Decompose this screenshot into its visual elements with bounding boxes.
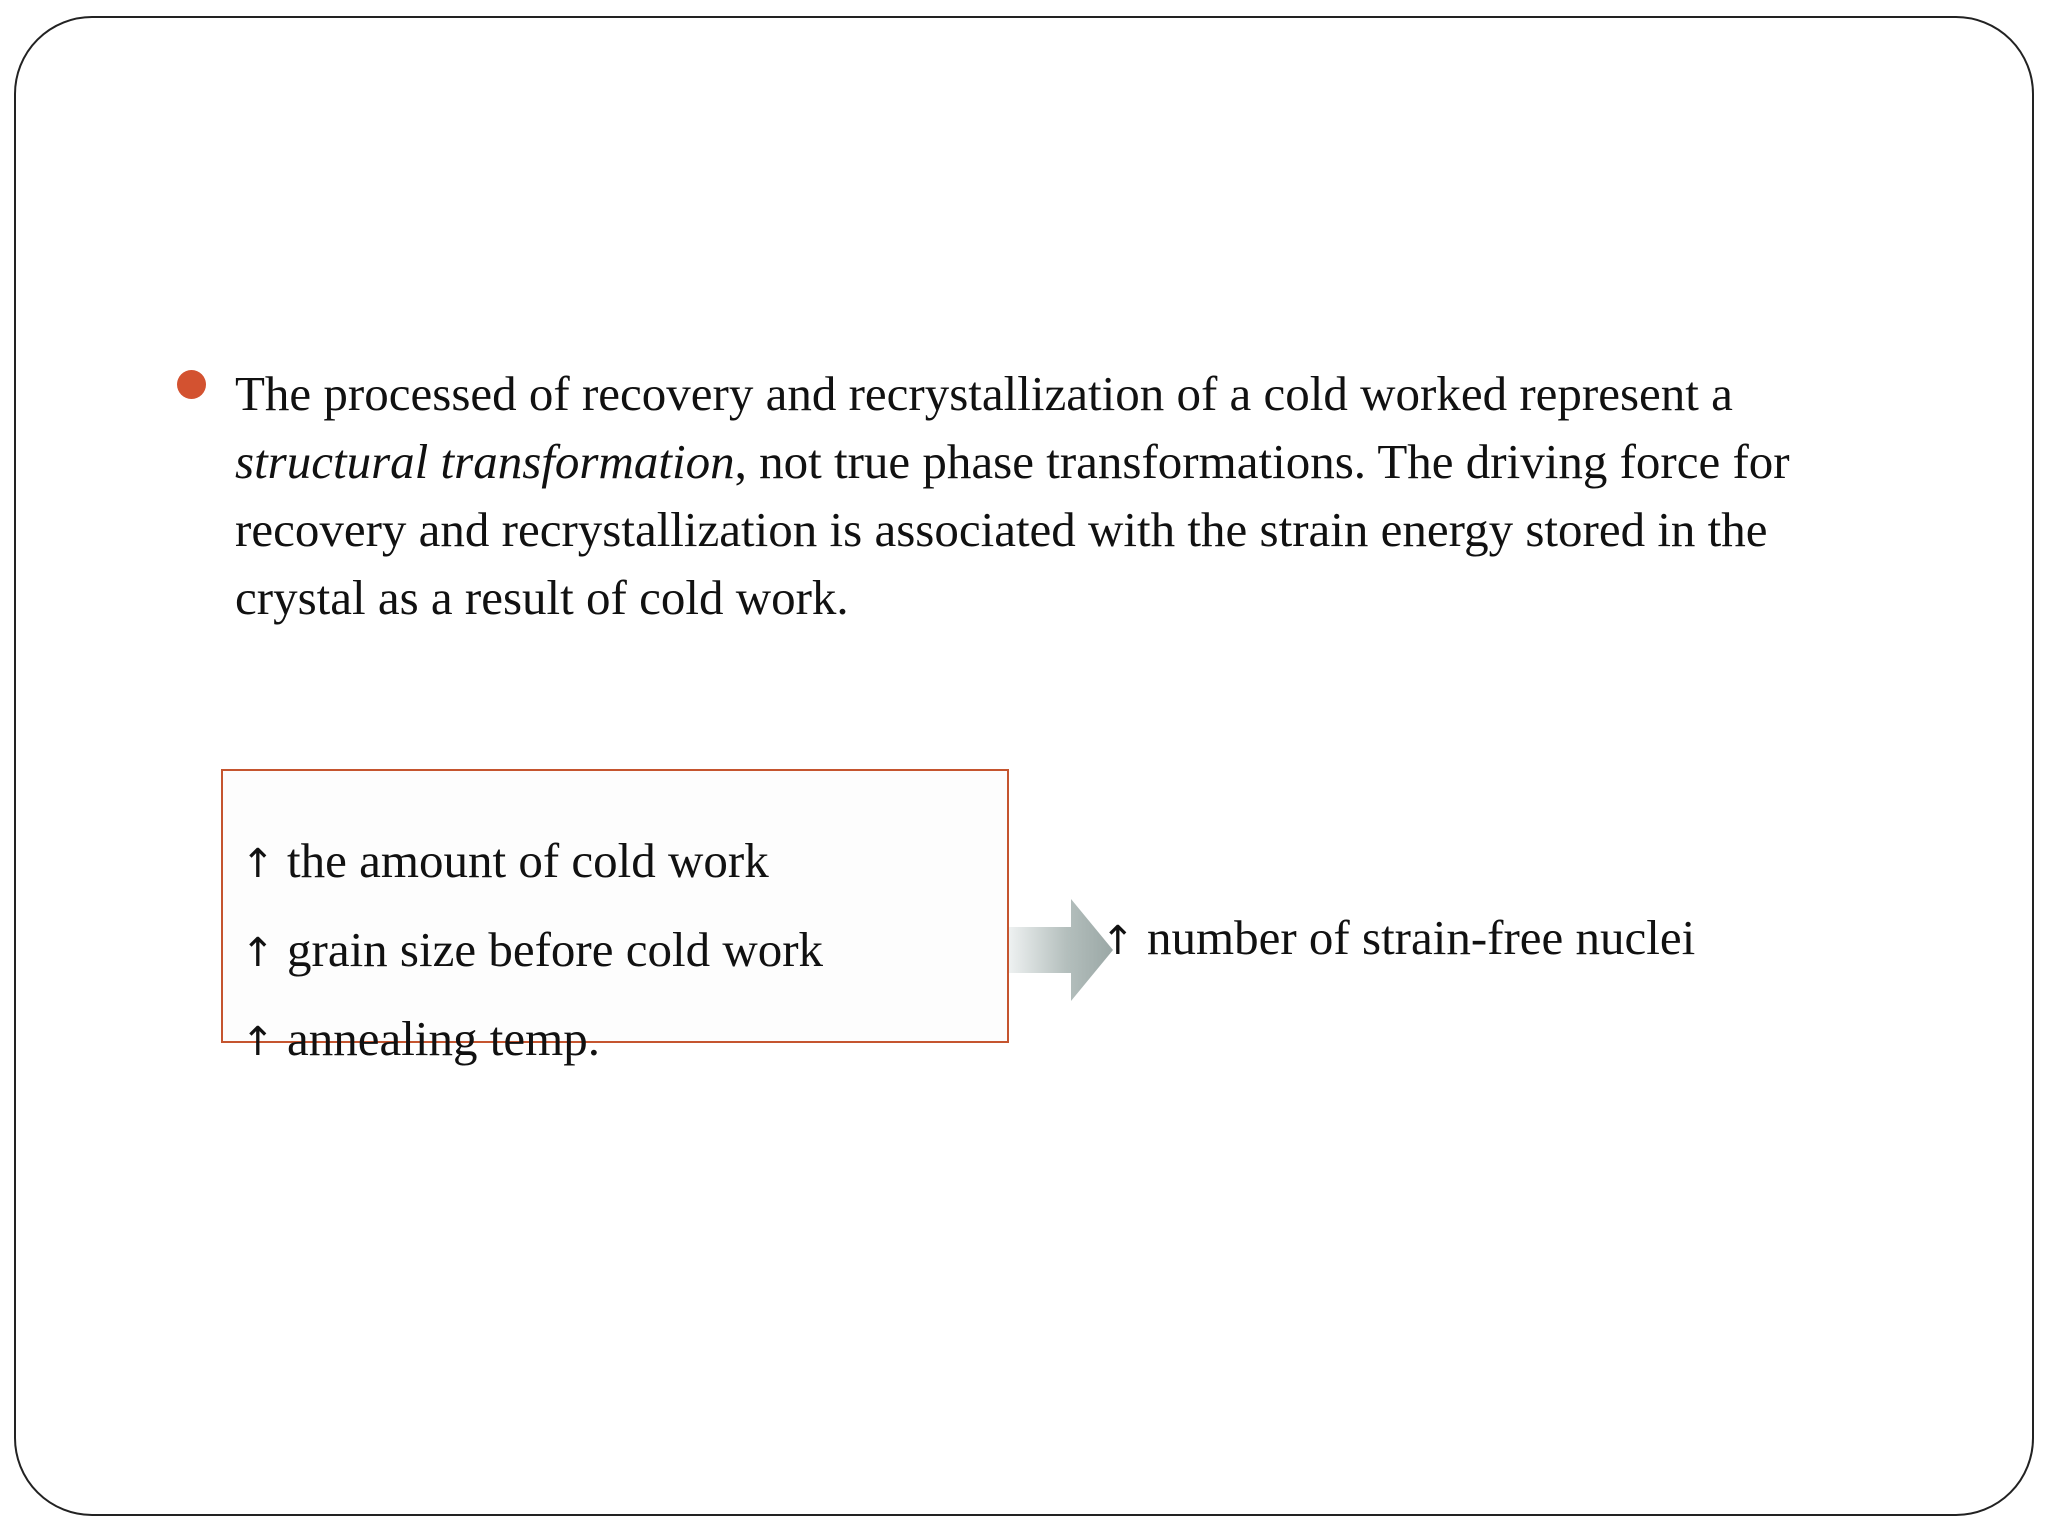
factor-label: the amount of cold work [287,833,769,888]
bullet-text-part1: The processed of recovery and recrystallization of a cold worked represent a [235,366,1733,421]
factor-label: annealing temp. [287,1011,600,1066]
result-label: number of strain-free nuclei [1147,910,1696,965]
bullet-text-part2: , not true phase transformations. The driving force for recovery and recrystallization is associated with the strain energy stored in the crystal as a result of cold work. [235,434,1790,625]
bullet-dot-icon [177,370,206,399]
up-arrow-icon: ↑ [241,841,275,887]
up-arrow-icon: ↑ [241,1019,275,1065]
factor-list [241,818,823,1085]
result-text [1101,904,1695,975]
bullet-text-italic: structural transformation [235,434,735,489]
factor-item [241,996,823,1085]
factor-item [241,907,823,996]
up-arrow-icon: ↑ [241,930,275,976]
up-arrow-icon: ↑ [1101,918,1135,964]
slide-frame [14,16,2034,1516]
bullet-paragraph [235,360,1855,632]
factor-label: grain size before cold work [287,922,824,977]
factor-item [241,818,823,907]
